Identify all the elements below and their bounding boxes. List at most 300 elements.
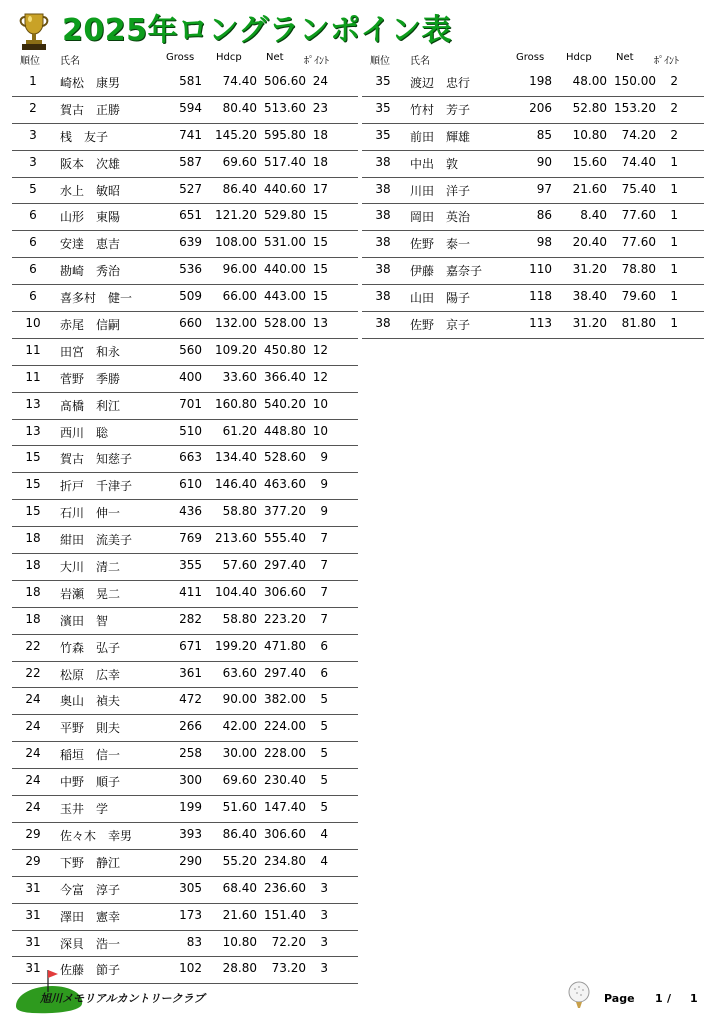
cell-points: 6 xyxy=(320,638,328,653)
cell-net: 377.20 xyxy=(264,504,306,519)
table-row xyxy=(362,204,704,231)
cell-hdcp: 61.20 xyxy=(222,423,257,438)
table-row xyxy=(12,877,358,904)
cell-name: 安達 恵吉 xyxy=(60,237,121,252)
cell-gross: 660 xyxy=(179,316,202,331)
club-name: 旭川メモリアルカントリークラブ xyxy=(40,992,205,1005)
cell-hdcp: 51.60 xyxy=(222,800,257,815)
cell-net: 306.60 xyxy=(264,584,306,599)
cell-net: 81.80 xyxy=(621,316,656,331)
header-net: Net xyxy=(266,52,284,63)
cell-points: 1 xyxy=(670,154,678,169)
cell-points: 5 xyxy=(320,800,328,815)
cell-rank: 24 xyxy=(25,692,41,707)
header-points: ﾎﾟｲﾝﾄ xyxy=(304,56,329,67)
cell-gross: 290 xyxy=(179,853,202,868)
cell-name: 山田 陽子 xyxy=(410,291,471,306)
cell-gross: 581 xyxy=(179,74,202,88)
cell-points: 15 xyxy=(312,262,328,277)
cell-hdcp: 15.60 xyxy=(572,154,607,169)
cell-hdcp: 96.00 xyxy=(222,262,257,277)
table-row xyxy=(362,231,704,258)
table-row xyxy=(12,662,358,689)
cell-rank: 29 xyxy=(25,853,41,868)
cell-hdcp: 66.00 xyxy=(222,289,257,304)
cell-gross: 594 xyxy=(179,100,202,115)
cell-name: 佐藤 節子 xyxy=(60,963,121,978)
cell-gross: 741 xyxy=(179,127,202,142)
cell-hdcp: 8.40 xyxy=(580,208,607,223)
cell-net: 531.00 xyxy=(264,235,306,250)
cell-points: 18 xyxy=(312,127,328,142)
table-row xyxy=(362,124,704,151)
cell-gross: 527 xyxy=(179,181,202,196)
cell-rank: 15 xyxy=(25,504,41,519)
cell-net: 150.00 xyxy=(614,74,656,88)
cell-points: 9 xyxy=(320,504,328,519)
cell-points: 2 xyxy=(670,100,678,115)
cell-rank: 31 xyxy=(25,934,41,949)
cell-gross: 411 xyxy=(179,584,202,599)
cell-rank: 15 xyxy=(25,477,41,492)
cell-hdcp: 90.00 xyxy=(222,692,257,707)
cell-gross: 98 xyxy=(536,235,552,250)
cell-net: 73.20 xyxy=(271,961,306,976)
cell-gross: 393 xyxy=(179,826,202,841)
cell-name: 賀古 正勝 xyxy=(60,102,121,117)
table-row xyxy=(12,285,358,312)
cell-name: 澤田 憲幸 xyxy=(60,909,121,924)
cell-name: 大川 清二 xyxy=(60,560,121,575)
cell-rank: 18 xyxy=(25,584,41,599)
cell-net: 440.60 xyxy=(264,181,306,196)
cell-net: 555.40 xyxy=(264,531,306,546)
cell-rank: 13 xyxy=(25,396,41,411)
cell-hdcp: 55.20 xyxy=(222,853,257,868)
cell-name: 佐野 京子 xyxy=(410,318,471,333)
cell-rank: 3 xyxy=(29,154,37,169)
cell-hdcp: 52.80 xyxy=(572,100,607,115)
table-row xyxy=(12,178,358,205)
cell-gross: 85 xyxy=(536,127,552,142)
cell-gross: 110 xyxy=(529,262,552,277)
cell-gross: 769 xyxy=(179,531,202,546)
cell-rank: 13 xyxy=(25,423,41,438)
cell-hdcp: 10.80 xyxy=(222,934,257,949)
cell-rank: 15 xyxy=(25,450,41,465)
cell-points: 3 xyxy=(320,961,328,976)
cell-gross: 282 xyxy=(179,611,202,626)
cell-points: 5 xyxy=(320,692,328,707)
cell-points: 7 xyxy=(320,584,328,599)
cell-net: 223.20 xyxy=(264,611,306,626)
cell-points: 9 xyxy=(320,450,328,465)
header-hdcp: Hdcp xyxy=(216,52,242,63)
cell-gross: 113 xyxy=(529,316,552,331)
table-row xyxy=(12,204,358,231)
cell-rank: 18 xyxy=(25,611,41,626)
cell-gross: 509 xyxy=(179,289,202,304)
cell-gross: 436 xyxy=(179,504,202,519)
cell-rank: 35 xyxy=(375,127,391,142)
cell-gross: 305 xyxy=(179,880,202,895)
cell-rank: 38 xyxy=(375,181,391,196)
cell-points: 1 xyxy=(670,316,678,331)
cell-net: 517.40 xyxy=(264,154,306,169)
cell-rank: 38 xyxy=(375,262,391,277)
table-row xyxy=(362,97,704,124)
cell-net: 513.60 xyxy=(264,100,306,115)
cell-net: 528.00 xyxy=(264,316,306,331)
cell-hdcp: 86.40 xyxy=(222,826,257,841)
cell-gross: 199 xyxy=(179,800,202,815)
cell-hdcp: 10.80 xyxy=(572,127,607,142)
cell-rank: 38 xyxy=(375,289,391,304)
cell-hdcp: 38.40 xyxy=(572,289,607,304)
cell-points: 4 xyxy=(320,853,328,868)
cell-points: 7 xyxy=(320,558,328,573)
table-row xyxy=(12,312,358,339)
cell-name: 山形 東陽 xyxy=(60,210,121,225)
cell-name: 岩瀬 晃二 xyxy=(60,586,121,601)
table-row xyxy=(12,339,358,366)
cell-rank: 2 xyxy=(29,100,37,115)
cell-points: 3 xyxy=(320,934,328,949)
cell-hdcp: 199.20 xyxy=(215,638,257,653)
table-row xyxy=(12,366,358,393)
cell-hdcp: 69.60 xyxy=(222,773,257,788)
cell-gross: 536 xyxy=(179,262,202,277)
table-row xyxy=(12,715,358,742)
cell-gross: 639 xyxy=(179,235,202,250)
cell-name: 玉井 学 xyxy=(60,802,109,817)
cell-gross: 671 xyxy=(179,638,202,653)
cell-net: 74.40 xyxy=(621,154,656,169)
header-points: ﾎﾟｲﾝﾄ xyxy=(654,56,679,67)
cell-rank: 22 xyxy=(25,638,41,653)
table-row xyxy=(12,581,358,608)
cell-name: 前田 輝雄 xyxy=(410,129,471,144)
cell-name: 川田 洋子 xyxy=(410,183,471,198)
cell-points: 5 xyxy=(320,719,328,734)
cell-gross: 83 xyxy=(186,934,202,949)
table-row xyxy=(12,796,358,823)
cell-name: 勘崎 秀治 xyxy=(60,264,121,279)
cell-name: 水上 敏昭 xyxy=(60,183,121,198)
table-row xyxy=(12,554,358,581)
cell-hdcp: 109.20 xyxy=(215,342,257,357)
cell-hdcp: 31.20 xyxy=(572,262,607,277)
cell-rank: 24 xyxy=(25,773,41,788)
cell-rank: 31 xyxy=(25,880,41,895)
table-row xyxy=(362,312,704,339)
header-net: Net xyxy=(616,52,634,63)
table-row xyxy=(362,258,704,285)
cell-gross: 560 xyxy=(179,342,202,357)
cell-gross: 400 xyxy=(179,369,202,384)
cell-gross: 90 xyxy=(536,154,552,169)
cell-net: 306.60 xyxy=(264,826,306,841)
cell-points: 2 xyxy=(670,127,678,142)
cell-rank: 29 xyxy=(25,826,41,841)
cell-rank: 35 xyxy=(375,74,391,88)
cell-name: 竹森 弘子 xyxy=(60,640,121,655)
cell-rank: 6 xyxy=(29,289,37,304)
table-row xyxy=(12,635,358,662)
cell-net: 528.60 xyxy=(264,450,306,465)
cell-hdcp: 31.20 xyxy=(572,316,607,331)
cell-rank: 6 xyxy=(29,208,37,223)
table-row xyxy=(12,473,358,500)
cell-gross: 86 xyxy=(536,208,552,223)
right-ranking-table xyxy=(362,70,704,339)
table-row xyxy=(12,420,358,447)
cell-gross: 266 xyxy=(179,719,202,734)
cell-rank: 22 xyxy=(25,665,41,680)
cell-net: 72.20 xyxy=(271,934,306,949)
table-row xyxy=(12,527,358,554)
cell-rank: 1 xyxy=(29,74,37,88)
table-row xyxy=(12,97,358,124)
cell-hdcp: 74.40 xyxy=(222,74,257,88)
cell-rank: 24 xyxy=(25,746,41,761)
header-gross: Gross xyxy=(166,52,195,63)
table-row xyxy=(362,178,704,205)
cell-net: 147.40 xyxy=(264,800,306,815)
cell-points: 12 xyxy=(312,342,328,357)
cell-name: 中野 順子 xyxy=(60,775,121,790)
trophy-icon xyxy=(16,11,52,51)
table-row xyxy=(12,446,358,473)
cell-points: 1 xyxy=(670,262,678,277)
cell-net: 448.80 xyxy=(264,423,306,438)
table-row xyxy=(12,742,358,769)
cell-gross: 651 xyxy=(179,208,202,223)
cell-name: 折戸 千津子 xyxy=(60,479,133,494)
cell-name: 賀古 知慈子 xyxy=(60,452,133,467)
table-row xyxy=(362,151,704,178)
cell-hdcp: 33.60 xyxy=(222,369,257,384)
cell-name: 石川 伸一 xyxy=(60,506,121,521)
cell-points: 24 xyxy=(312,74,328,88)
cell-gross: 663 xyxy=(179,450,202,465)
cell-rank: 3 xyxy=(29,127,37,142)
cell-net: 506.60 xyxy=(264,74,306,88)
cell-net: 297.40 xyxy=(264,558,306,573)
cell-points: 1 xyxy=(670,289,678,304)
cell-hdcp: 145.20 xyxy=(215,127,257,142)
cell-name: 赤尾 信嗣 xyxy=(60,318,121,333)
cell-hdcp: 121.20 xyxy=(215,208,257,223)
cell-hdcp: 42.00 xyxy=(222,719,257,734)
cell-rank: 24 xyxy=(25,800,41,815)
cell-name: 崎松 康男 xyxy=(60,76,121,90)
cell-name: 中出 敦 xyxy=(410,156,459,171)
cell-hdcp: 160.80 xyxy=(215,396,257,411)
cell-net: 450.80 xyxy=(264,342,306,357)
cell-hdcp: 132.00 xyxy=(215,316,257,331)
cell-net: 471.80 xyxy=(264,638,306,653)
golf-ball-icon xyxy=(564,980,594,1010)
left-ranking-table xyxy=(12,70,358,984)
cell-net: 595.80 xyxy=(264,127,306,142)
table-row xyxy=(12,124,358,151)
cell-hdcp: 213.60 xyxy=(215,531,257,546)
header-name: 氏名 xyxy=(60,56,80,67)
title-bar xyxy=(16,10,452,52)
cell-points: 18 xyxy=(312,154,328,169)
cell-gross: 97 xyxy=(536,181,552,196)
cell-name: 伊藤 嘉奈子 xyxy=(410,264,483,279)
cell-gross: 701 xyxy=(179,396,202,411)
cell-hdcp: 28.80 xyxy=(222,961,257,976)
cell-net: 77.60 xyxy=(621,235,656,250)
cell-name: 深貝 浩一 xyxy=(60,936,121,951)
table-row xyxy=(12,500,358,527)
cell-net: 230.40 xyxy=(264,773,306,788)
cell-name: 稲垣 信一 xyxy=(60,748,121,763)
header-rank: 順位 xyxy=(20,56,40,67)
cell-points: 7 xyxy=(320,611,328,626)
cell-net: 78.80 xyxy=(621,262,656,277)
cell-name: 渡辺 忠行 xyxy=(410,76,471,90)
cell-points: 10 xyxy=(312,396,328,411)
cell-name: 菅野 季勝 xyxy=(60,371,121,386)
cell-gross: 198 xyxy=(529,74,552,88)
cell-rank: 11 xyxy=(25,369,41,384)
cell-rank: 31 xyxy=(25,961,41,976)
cell-hdcp: 80.40 xyxy=(222,100,257,115)
cell-net: 151.40 xyxy=(264,907,306,922)
cell-rank: 6 xyxy=(29,235,37,250)
cell-points: 9 xyxy=(320,477,328,492)
table-row xyxy=(12,393,358,420)
cell-name: 髙橋 利江 xyxy=(60,398,121,413)
cell-gross: 472 xyxy=(179,692,202,707)
cell-points: 1 xyxy=(670,208,678,223)
table-row xyxy=(12,688,358,715)
cell-hdcp: 21.60 xyxy=(572,181,607,196)
cell-rank: 38 xyxy=(375,235,391,250)
cell-name: 佐々木 幸男 xyxy=(60,828,133,843)
cell-net: 297.40 xyxy=(264,665,306,680)
cell-net: 153.20 xyxy=(614,100,656,115)
header-name: 氏名 xyxy=(410,56,430,67)
table-row xyxy=(12,850,358,877)
cell-net: 79.60 xyxy=(621,289,656,304)
cell-name: 佐野 泰一 xyxy=(410,237,471,252)
cell-points: 13 xyxy=(312,316,328,331)
cell-points: 1 xyxy=(670,181,678,196)
cell-points: 15 xyxy=(312,235,328,250)
table-row xyxy=(12,151,358,178)
cell-points: 6 xyxy=(320,665,328,680)
cell-points: 23 xyxy=(312,100,328,115)
cell-rank: 31 xyxy=(25,907,41,922)
cell-points: 10 xyxy=(312,423,328,438)
cell-points: 2 xyxy=(670,74,678,88)
cell-net: 540.20 xyxy=(264,396,306,411)
cell-rank: 10 xyxy=(25,316,41,331)
cell-hdcp: 86.40 xyxy=(222,181,257,196)
cell-net: 463.60 xyxy=(264,477,306,492)
cell-name: 今富 淳子 xyxy=(60,882,121,897)
cell-rank: 38 xyxy=(375,316,391,331)
page-separator: / xyxy=(667,992,672,1005)
table-row xyxy=(12,231,358,258)
cell-name: 奥山 禎夫 xyxy=(60,694,121,709)
left-table-header xyxy=(12,52,358,68)
cell-points: 5 xyxy=(320,773,328,788)
cell-name: 岡田 英治 xyxy=(410,210,471,225)
cell-rank: 5 xyxy=(29,181,37,196)
cell-name: 田宮 和永 xyxy=(60,344,121,359)
cell-points: 7 xyxy=(320,531,328,546)
table-row xyxy=(12,70,358,97)
cell-name: 西川 聡 xyxy=(60,425,109,440)
header-rank: 順位 xyxy=(370,56,390,67)
cell-points: 15 xyxy=(312,289,328,304)
cell-rank: 11 xyxy=(25,342,41,357)
table-row xyxy=(362,285,704,312)
cell-rank: 18 xyxy=(25,558,41,573)
cell-gross: 587 xyxy=(179,154,202,169)
cell-hdcp: 48.00 xyxy=(572,74,607,88)
page-label: Page xyxy=(604,992,635,1005)
cell-gross: 173 xyxy=(179,907,202,922)
cell-hdcp: 21.60 xyxy=(222,907,257,922)
cell-hdcp: 63.60 xyxy=(222,665,257,680)
cell-net: 529.80 xyxy=(264,208,306,223)
cell-gross: 102 xyxy=(179,961,202,976)
cell-net: 228.00 xyxy=(264,746,306,761)
cell-net: 382.00 xyxy=(264,692,306,707)
table-row xyxy=(362,70,704,97)
cell-net: 75.40 xyxy=(621,181,656,196)
cell-gross: 355 xyxy=(179,558,202,573)
cell-hdcp: 30.00 xyxy=(222,746,257,761)
cell-points: 17 xyxy=(312,181,328,196)
cell-net: 443.00 xyxy=(264,289,306,304)
cell-rank: 38 xyxy=(375,154,391,169)
table-row xyxy=(12,258,358,285)
cell-gross: 300 xyxy=(179,773,202,788)
cell-hdcp: 58.80 xyxy=(222,504,257,519)
cell-net: 234.80 xyxy=(264,853,306,868)
cell-gross: 361 xyxy=(179,665,202,680)
cell-hdcp: 104.40 xyxy=(215,584,257,599)
cell-rank: 35 xyxy=(375,100,391,115)
cell-rank: 24 xyxy=(25,719,41,734)
cell-gross: 610 xyxy=(179,477,202,492)
cell-name: 紺田 流美子 xyxy=(60,533,133,548)
cell-name: 下野 静江 xyxy=(60,855,121,870)
cell-points: 12 xyxy=(312,369,328,384)
cell-name: 松原 広幸 xyxy=(60,667,121,682)
cell-points: 3 xyxy=(320,907,328,922)
table-row xyxy=(12,769,358,796)
table-row xyxy=(12,608,358,635)
cell-name: 喜多村 健一 xyxy=(60,291,133,306)
table-row xyxy=(12,931,358,958)
cell-name: 桟 友子 xyxy=(60,129,109,144)
table-row xyxy=(12,904,358,931)
cell-hdcp: 134.40 xyxy=(215,450,257,465)
cell-rank: 38 xyxy=(375,208,391,223)
cell-gross: 510 xyxy=(179,423,202,438)
cell-hdcp: 57.60 xyxy=(222,558,257,573)
cell-hdcp: 68.40 xyxy=(222,880,257,895)
